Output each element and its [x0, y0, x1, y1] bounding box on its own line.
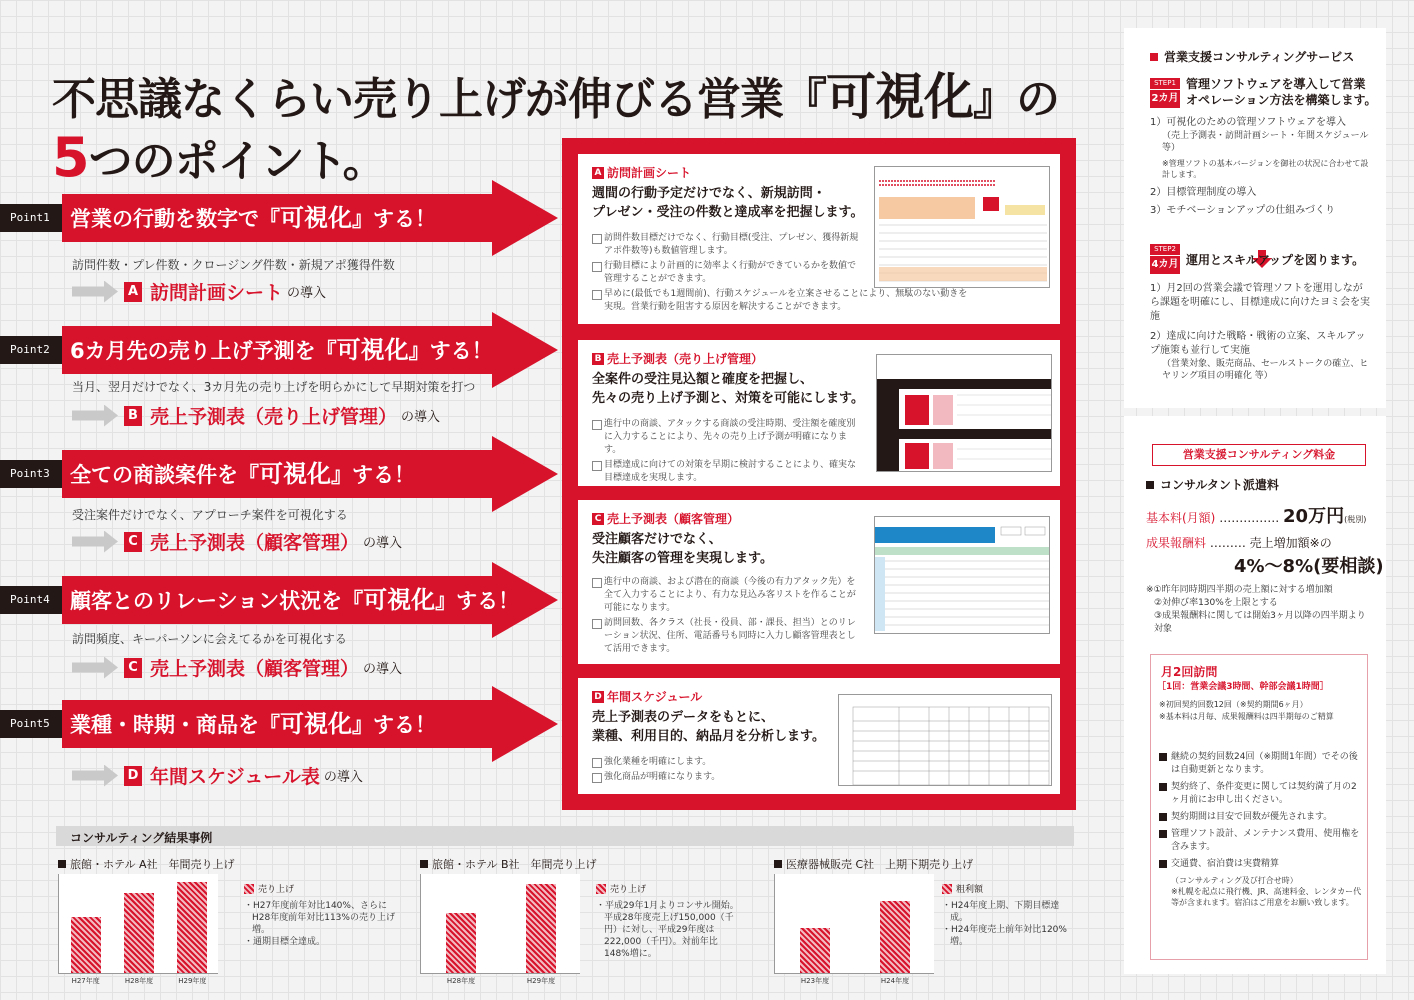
arrow-right-icon	[72, 765, 118, 787]
customer-management-thumbnail	[874, 516, 1050, 634]
page-title: 不思議なくらい売り上げが伸びる営業『可視化』の 5つのポイント。	[52, 68, 1059, 189]
point-tool	[72, 528, 402, 555]
chart-bar	[880, 901, 910, 973]
point-label: Point1	[0, 204, 62, 232]
point-label: Point3	[0, 460, 62, 488]
card-lead: 売上予測表のデータをもとに、 業種、利用目的、納品月を分析します。	[592, 710, 825, 744]
card-sales-forecast	[578, 340, 1060, 486]
service-panel	[1124, 28, 1386, 408]
tool-name: 売上予測表（売り上げ管理）	[150, 406, 398, 428]
visit-plan-thumbnail	[874, 166, 1050, 288]
point-desc: 訪問頻度、キーパーソンに会えてるかを可視化する	[72, 632, 347, 646]
case-chart	[420, 874, 580, 985]
card-lead: 全案件の受注見込額と確度を把握し、 先々の売り上げ予測と、対策を可能にします。	[592, 372, 864, 406]
step1-text: 管理ソフトウェアを導入して営業 オペレーション方法を構築します。	[1186, 77, 1377, 107]
point-tool	[72, 278, 326, 305]
tool-name: 年間スケジュール表	[150, 766, 320, 788]
chart-tick-label: H28年度	[446, 977, 476, 985]
chart-bar	[526, 884, 556, 973]
point-label: Point5	[0, 710, 62, 738]
tool-letter: C	[124, 532, 142, 552]
visit-notes: ※初回契約回数12回（※契約期間6ヶ月） ※基本料は月毎、成果報酬料は四半期毎のご精算	[1159, 700, 1334, 721]
visit-subtitle: ［1回：営業会議3時間、幹部会議1時間］	[1157, 682, 1329, 692]
card-visit-plan	[578, 154, 1060, 324]
chart-tick-label: H23年度	[800, 977, 830, 985]
result-case-b	[420, 856, 739, 985]
result-case-a	[58, 856, 395, 985]
annual-schedule-thumbnail	[838, 694, 1052, 786]
visit-title: 月2回訪問	[1161, 665, 1218, 679]
tool-suffix: の導入	[363, 536, 403, 551]
point-title: 6カ月先の売り上げ予測を『可視化』する！	[70, 336, 493, 364]
point-label: Point4	[0, 586, 62, 614]
visit-box	[1150, 654, 1368, 960]
point-desc: 当月、翌月だけでなく、3カ月先の売り上げを明らかにして早期対策を打つ	[72, 380, 476, 394]
card-bullets: 進行中の商談、アタックする商談の受注時期、受注額を確度別に入力することにより、先々の売り上げ予測が明確になります。 目標達成に向けての対策を早期に検討することにより、確実な目標達成を実現します。	[592, 418, 862, 487]
sales-forecast-thumbnail	[876, 354, 1052, 472]
point-title: 全ての商談案件を『可視化』する！	[70, 460, 415, 488]
performance-fee-rate: 4%～8%(要相談)	[1234, 556, 1384, 577]
point-desc: 受注案件だけでなく、アプローチ案件を可視化する	[72, 508, 348, 522]
case-notes: ・平成29年1月よりコンサル開始。平成28年度売上げ150,000（千円）に対し、平成29年度は222,000（千円）。対前年比148%増に。	[596, 901, 739, 959]
card-customer-management	[578, 500, 1060, 664]
chart-tick-label: H24年度	[880, 977, 910, 985]
chart-bar	[446, 913, 476, 973]
chart-bar	[71, 917, 101, 973]
step2-text: 運用とスキルアップを図ります。	[1186, 253, 1365, 267]
card-annual-schedule	[578, 678, 1060, 794]
case-title: 旅館・ホテル B社 年間売り上げ	[420, 856, 597, 872]
card-title: C 売上予測表（顧客管理）	[592, 510, 739, 527]
tool-suffix: の導入	[323, 770, 363, 785]
card-title: D 年間スケジュール	[592, 688, 702, 705]
card-bullets: 訪問件数目標だけでなく、行動目標(受注、プレゼン、獲得新規アポ件数等)も数値管理します。 行動目標により計画的に効率よく行動ができているかを数値で管理することができます。 早めに(最低でも1週間前)、行動スケジュールを立案させることにより、無駄のない動きを実現。営業行動を阻害する原因を解決することができます。	[592, 232, 862, 316]
fee-panel	[1124, 416, 1386, 974]
tool-name: 売上予測表（顧客管理）	[150, 532, 360, 554]
case-title: 旅館・ホテル A社 年間売り上げ	[58, 856, 234, 872]
card-title: B 売上予測表（売り上げ管理）	[592, 350, 763, 367]
tool-letter: C	[124, 658, 142, 678]
point-title: 営業の行動を数字で『可視化』する！	[70, 204, 436, 232]
performance-fee: 成果報酬料 ……… 売上増加額※の	[1146, 536, 1332, 550]
results-header: コンサルティング結果事例	[56, 826, 1074, 846]
arrow-right-icon	[72, 531, 118, 553]
result-case-c	[774, 856, 1067, 985]
fee-notes: ※①昨年同時期四半期の売上額に対する増加額 ②対伸び率130%を上限とする ③成果報酬料に関しては開始3ヶ月以降の四半期より対象	[1146, 585, 1366, 634]
step1-badge: STEP1 2カ月	[1150, 78, 1180, 108]
chart-bar	[800, 928, 830, 973]
point-label: Point2	[0, 336, 62, 364]
tool-letter: B	[124, 406, 142, 426]
tool-suffix: の導入	[363, 662, 403, 677]
arrow-right-icon	[72, 657, 118, 679]
card-lead: 受注顧客だけでなく、 失注顧客の管理を実現します。	[592, 532, 773, 566]
tool-letter: A	[124, 282, 142, 302]
tool-name: 売上予測表（顧客管理）	[150, 658, 360, 680]
case-chart	[774, 874, 934, 985]
point-title: 顧客とのリレーション状況を『可視化』する！	[70, 586, 520, 614]
step2-list: 1）月2回の営業会議で管理ソフトを運用しながら課題を明確にし、目標達成に向けたヨミ会を実施 2）達成に向けた戦略・戦術の立案、スキルアップ施策も並行して実施 （営業対象、販売商品、セールストークの確立、ヒヤリング項目の明確化 等）	[1150, 283, 1370, 381]
case-notes: ・H27年度前年対比140%、さらにH28年度前年対比113%の売り上げ増。 ・通期目標全達成。	[244, 901, 395, 947]
tool-letter: D	[124, 766, 142, 786]
point-title: 業種・時期・商品を『可視化』する！	[70, 710, 436, 738]
chart-tick-label: H28年度	[124, 977, 154, 985]
service-title: 営業支援コンサルティングサービス	[1150, 48, 1354, 65]
point-tool	[72, 654, 402, 681]
point-desc: 訪問件数・プレ件数・クロージング件数・新規アポ獲得件数	[72, 258, 395, 272]
visit-list: 継続の契約回数24回（※期間1年間）でその後は自動更新となります。 契約終了、条件変更に関しては契約満了月の2ヶ月前にお申し出ください。 契約期間は目安で回数が優先されます。 管理ソフト設計、メンテナンス費用、使用権を含みます。 交通費、宿泊費は実費精算 （コンサルティング及び打合せ時） ※札幌を起点に飛行機、JR、高速料金、レンタカー代等が含まれます。宿泊はご用意をお願い致します。	[1159, 751, 1365, 908]
dispatch-fee-heading: コンサルタント派遣料	[1146, 476, 1279, 493]
case-title: 医療器械販売 C社 上期下期売り上げ	[774, 856, 973, 872]
arrow-right-icon	[72, 281, 118, 303]
case-notes: ・H24年度上期、下期目標達成。 ・H24年度売上前年対比120%増。	[942, 901, 1067, 947]
tool-suffix: の導入	[401, 410, 441, 425]
card-lead: 週間の行動予定だけでなく、新規訪問・ プレゼン・受注の件数と達成率を把握します。	[592, 186, 864, 220]
step2-badge: STEP2 4カ月	[1150, 244, 1180, 274]
chart-legend: 売り上げ	[244, 882, 294, 895]
chart-legend: 粗利額	[942, 882, 983, 895]
chart-legend: 売り上げ	[596, 882, 646, 895]
chart-tick-label: H27年度	[71, 977, 100, 985]
card-bullets: 強化業種を明確にします。 強化商品が明確になります。	[592, 756, 832, 786]
chart-bar	[124, 893, 154, 973]
card-title: A 訪問計画シート	[592, 164, 691, 181]
card-bullets: 進行中の商談、および潜在的商談（今後の有力アタック先）を全て入力することにより、有力な見込み客リストを作ることが可能になります。 訪問回数、各クラス（社長・役員、部・課長、担当）とのリレーション状況、住所、電話番号も同時に入力し顧客管理表として活用できます。	[592, 576, 864, 658]
arrow-right-icon	[72, 405, 118, 427]
point-tool	[72, 402, 440, 429]
case-chart	[58, 874, 218, 985]
step1-list: 1）可視化のための管理ソフトウェアを導入 （売上予測表・訪問計画シート・年間スケジュール 等） ※管理ソフトの基本バージョンを御社の状況に合わせて設計します。 2）目標管理制度の導入 3）モチベーションアップの仕組みづくり	[1150, 117, 1369, 216]
chart-tick-label: H29年度	[178, 977, 207, 985]
tool-name: 訪問計画シート	[150, 282, 284, 304]
base-fee: 基本料(月額) …………… 20万円(税別)	[1146, 506, 1367, 527]
tool-suffix: の導入	[287, 286, 327, 301]
fee-title: 営業支援コンサルティング料金	[1152, 444, 1366, 466]
point-tool	[72, 762, 363, 789]
chart-bar	[177, 882, 207, 973]
chart-tick-label: H29年度	[526, 977, 556, 985]
